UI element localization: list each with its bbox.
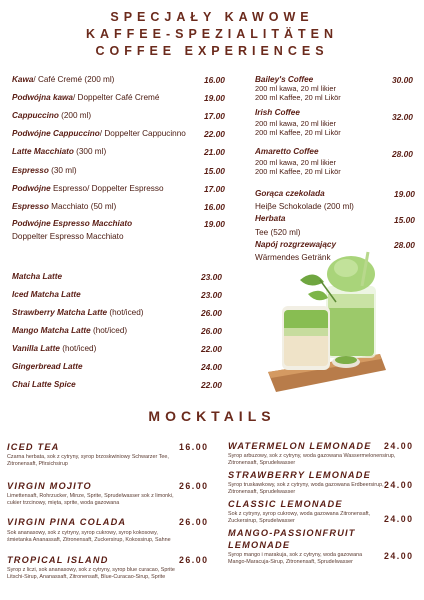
menu-item-price: 24.00 xyxy=(201,362,222,372)
menu-item-price: 21.00 xyxy=(204,147,225,157)
menu-item-price: 15.00 xyxy=(204,166,225,176)
mocktail-price: 24.00 xyxy=(384,441,414,451)
menu-item: Espresso (30 ml) xyxy=(12,166,77,175)
mocktail-name: CLASSIC LEMONADE xyxy=(228,499,343,509)
menu-item: Cappuccino (200 ml) xyxy=(12,111,92,120)
menu-item: Vanilla Latte (hot/iced) xyxy=(12,344,97,353)
mocktail-name-line-2: LEMONADE xyxy=(228,540,291,550)
menu-item: Amaretto Coffee xyxy=(255,147,319,156)
mocktail-name: VIRGIN PINA COLADA xyxy=(7,517,127,527)
mocktail-desc: Sok z cytryny, syrop cukrowy, woda gazowana Zitronensaft, Zuckersirup, Sprudelwasser xyxy=(228,511,371,525)
menu-item-price: 19.00 xyxy=(394,189,415,199)
menu-item: Espresso Macchiato (50 ml) xyxy=(12,202,117,211)
menu-item-price: 19.00 xyxy=(204,93,225,103)
menu-item-desc: Tee (520 ml) xyxy=(255,228,301,237)
menu-item-desc: 200 ml kawa, 20 ml likier xyxy=(255,158,336,167)
mocktail-name: ICED TEA xyxy=(7,442,60,452)
menu-item-price: 16.00 xyxy=(204,75,225,85)
mocktail-name: TROPICAL ISLAND xyxy=(7,555,109,565)
menu-item: Matcha Latte xyxy=(12,272,63,281)
menu-item-subtitle: Doppelter Espresso Macchiato xyxy=(12,232,124,241)
menu-item-price: 23.00 xyxy=(201,290,222,300)
mocktail-desc: Syrop z liczi, sok ananasowy, sok z cytryny, syrop blue curacao, Sprite Litschi-Sirup, Ananassaft, Zitronensaft, Blue-Curacao-Sirup, Sprite xyxy=(7,567,175,581)
mocktail-name: MANGO-PASSIONFRUIT xyxy=(228,528,356,538)
menu-item: Podwójna kawa/ Doppelter Café Cremé xyxy=(12,93,160,102)
menu-item: Gingerbread Latte xyxy=(12,362,83,371)
mocktail-name: STRAWBERRY LEMONADE xyxy=(228,470,371,480)
mocktail-price: 16.00 xyxy=(179,442,209,452)
menu-item: Irish Coffee xyxy=(255,108,300,117)
mocktail-price: 26.00 xyxy=(179,517,209,527)
menu-item: Iced Matcha Latte xyxy=(12,290,81,299)
menu-item-desc: 200 ml Kaffee, 20 ml Likör xyxy=(255,167,341,176)
menu-item: Podwójne Cappuccino/ Doppelter Cappucinno xyxy=(12,129,186,138)
mocktail-price: 24.00 xyxy=(384,480,414,490)
menu-item-price: 26.00 xyxy=(201,308,222,318)
mocktail-desc: Limettensaft, Rohrzucker, Minze, Sprite, Sprudelwasser sok z limonki, cukier trzcinowy, mięta, sprite, woda gazowana xyxy=(7,493,174,507)
header-line-2: KAFFEE-SPEZIALITÄTEN xyxy=(85,27,339,41)
menu-item-price: 28.00 xyxy=(392,149,413,159)
menu-item: Bailey's Coffee xyxy=(255,75,314,84)
menu-item-price: 16.00 xyxy=(204,202,225,212)
menu-item: Latte Macchiato (300 ml) xyxy=(12,147,107,156)
menu-item-price: 19.00 xyxy=(204,219,225,229)
mocktail-price: 24.00 xyxy=(384,514,414,524)
menu-item: Gorąca czekolada xyxy=(255,189,325,198)
menu-item-desc: Wärmendes Getränk xyxy=(255,253,331,262)
mocktail-name: VIRGIN MOJITO xyxy=(7,481,92,491)
menu-item-price: 17.00 xyxy=(204,111,225,121)
menu-item: Herbata xyxy=(255,214,286,223)
menu-item: Podwójne Espresso/ Doppelter Espresso xyxy=(12,184,164,193)
menu-item: Mango Matcha Latte (hot/iced) xyxy=(12,326,128,335)
mocktail-name: WATERMELON LEMONADE xyxy=(228,441,372,451)
mocktail-desc: Syrop truskawkowy, sok z cytryny, woda gazowana Erdbeersirup, Zitronensaft, Sprudelwasser xyxy=(228,482,384,496)
menu-item: Kawa/ Café Cremé (200 ml) xyxy=(12,75,115,84)
mocktails-title: MOCKTAILS xyxy=(148,408,276,424)
menu-item: Napój rozgrzewający xyxy=(255,240,336,249)
menu-item-desc: 200 ml kawa, 20 ml likier xyxy=(255,119,336,128)
mocktail-price: 26.00 xyxy=(179,481,209,491)
menu-item-desc: 200 ml kawa, 20 ml likier xyxy=(255,84,336,93)
menu-item-price: 26.00 xyxy=(201,326,222,336)
matcha-drinks-illustration-icon xyxy=(262,250,392,395)
menu-item-price: 17.00 xyxy=(204,184,225,194)
menu-item-price: 22.00 xyxy=(201,380,222,390)
menu-item-price: 28.00 xyxy=(394,240,415,250)
menu-item-desc: Heiβe Schokolade (200 ml) xyxy=(255,202,354,211)
mocktail-desc: Sok ananasowy, sok z cytryny, syrop cukrowy, syrop kokosowy, śmietanka Ananassaft, Zitronensaft, Zuckersirup, Kokossirup, Sahne xyxy=(7,530,171,544)
mocktail-desc: Syrop arbuzowy, sok z cytryny, woda gazowana Wassermelonensirup, Zitronensaft, Sprudelwasser xyxy=(228,453,396,467)
mocktail-desc: Czarna herbata, sok z cytryny, syrop brzoskwiniowy Schwarzer Tee, Zitronensaft, Pfirsichsirup xyxy=(7,454,169,468)
menu-item: Strawberry Matcha Latte (hot/iced) xyxy=(12,308,144,317)
menu-item-price: 23.00 xyxy=(201,272,222,282)
menu-item-price: 15.00 xyxy=(394,215,415,225)
mocktail-desc: Syrop mango i marakuja, sok z cytryny, woda gazowana Mango-Maracuja-Sirup, Zitronensaft, Sprudelwasser xyxy=(228,552,363,566)
menu-item-desc: 200 ml Kaffee, 20 ml Likör xyxy=(255,128,341,137)
mocktail-price: 26.00 xyxy=(179,555,209,565)
menu-item-price: 32.00 xyxy=(392,112,413,122)
header-line-1: SPECJAŁY KAWOWE xyxy=(110,10,314,24)
menu-item: Chai Latte Spice xyxy=(12,380,76,389)
menu-item-price: 22.00 xyxy=(201,344,222,354)
header-line-3: COFFEE EXPERIENCES xyxy=(95,44,329,58)
menu-item-desc: 200 ml Kaffee, 20 ml Likör xyxy=(255,93,341,102)
menu-item-price: 22.00 xyxy=(204,129,225,139)
menu-item: Podwójne Espresso Macchiato xyxy=(12,219,133,228)
mocktail-price: 24.00 xyxy=(384,551,414,561)
menu-item-price: 30.00 xyxy=(392,75,413,85)
